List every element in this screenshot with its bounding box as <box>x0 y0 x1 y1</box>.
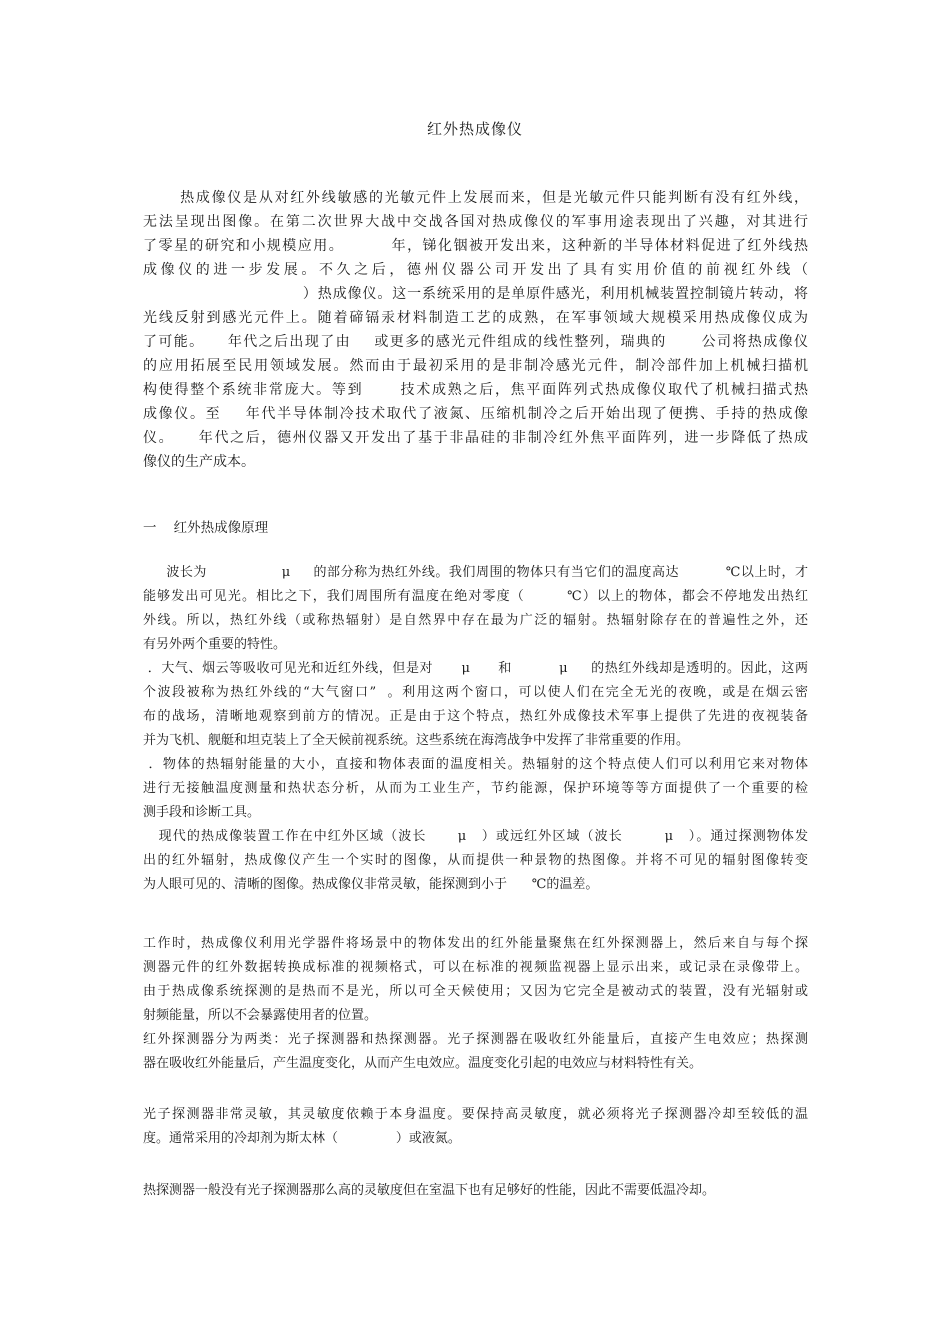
principle-paragraphs <box>143 561 808 897</box>
text-line: 波长为 μ 的部分称为热红外线。我们周围的物体只有当它们的温度高达 ℃以上时，才 <box>143 565 808 580</box>
text-line: 无法呈现出图像。在第二次世界大战中交战各国对热成像仪的军事用途表现出了兴趣，对其进行 <box>143 214 808 230</box>
text-line: 测手段和诊断工具。 <box>143 805 261 820</box>
text-line: 的应用拓展至民用领域发展。然而由于最初采用的是非制冷感光元件，制冷部件加上机械扫描机 <box>143 358 808 374</box>
text-line: 外线。所以，热红外线（或称热辐射）是自然界中存在最为广泛的辐射。热辐射除存在的普遍性之外，还 <box>143 613 808 628</box>
document-title: 红外热成像仪 <box>426 120 523 138</box>
thermal-detector-paragraph <box>143 1179 808 1203</box>
text-line: ．物体的热辐射能量的大小，直接和物体表面的温度相关。热辐射的这个特点使人们可以利用它来对物体 <box>143 757 808 772</box>
text-line: 像仪的生产成本。 <box>143 454 255 470</box>
text-line: 热成像仪是从对红外线敏感的光敏元件上发展而来，但是光敏元件只能判断有没有红外线， <box>143 190 808 206</box>
text-line: 进行无接触温度测量和热状态分析，从而为工业生产，节约能源，保护环境等等方面提供了一个重要的检 <box>143 781 808 796</box>
text-line: 热探测器一般没有光子探测器那么高的灵敏度但在室温下也有足够好的性能，因此不需要低温冷却。 <box>143 1183 716 1198</box>
text-line: 现代的热成像装置工作在中红外区域（波长 μ ）或远红外区域（波长 μ ）。通过探测物体发 <box>143 829 808 844</box>
text-line: 测器元件的红外数据转换成标准的视频格式，可以在标准的视频监视器上显示出来，或记录在录像带上。 <box>143 960 808 975</box>
text-line: 出的红外辐射，热成像仪产生一个实时的图像，从而提供一种景物的热图像。并将不可见的辐射图像转变 <box>143 853 808 868</box>
text-line: 红外探测器分为两类：光子探测器和热探测器。光子探测器在吸收红外能量后，直接产生电效应；热探测 <box>143 1032 808 1047</box>
text-line: 布的战场，清晰地观察到前方的情况。正是由于这个特点，热红外成像技术军事上提供了先进的夜视装备 <box>143 709 808 724</box>
text-line: 成像仪。至 年代半导体制冷技术取代了液氮、压缩机制冷之后开始出现了便携、手持的热成像 <box>143 406 808 422</box>
text-line: 个波段被称为热红外线的“大气窗口” 。利用这两个窗口，可以使人们在完全无光的夜晚，或是在烟云密 <box>143 685 808 700</box>
text-line: 了零星的研究和小规模应用。 年，锑化铟被开发出来，这种新的半导体材料促进了红外线热 <box>143 238 808 254</box>
text-line: 仪。 年代之后，德州仪器又开发出了基于非晶硅的非制冷红外焦平面阵列，进一步降低了热成 <box>143 430 808 446</box>
text-line: 能够发出可见光。相比之下，我们周围所有温度在绝对零度（ ℃）以上的物体，都会不停地发出热红 <box>143 589 808 604</box>
text-line: 构使得整个系统非常庞大。等到 技术成熟之后，焦平面阵列式热成像仪取代了机械扫描式热 <box>143 382 808 398</box>
text-line: 度。通常采用的冷却剂为斯太林（ ）或液氮。 <box>143 1131 461 1146</box>
intro-paragraph <box>143 186 808 474</box>
text-line: 光子探测器非常灵敏，其灵敏度依赖于本身温度。要保持高灵敏度，就必须将光子探测器冷却至较低的温 <box>143 1107 808 1122</box>
text-line: 并为飞机、舰艇和坦克装上了全天候前视系统。这些系统在海湾战争中发挥了非常重要的作用。 <box>143 733 690 748</box>
text-line: 为人眼可见的、清晰的图像。热成像仪非常灵敏，能探测到小于 ℃的温差。 <box>143 877 599 892</box>
text-line: 器在吸收红外能量后，产生温度变化，从而产生电效应。温度变化引起的电效应与材料特性有关。 <box>143 1056 703 1071</box>
photon-detector-paragraph <box>143 1103 808 1151</box>
text-line: 光线反射到感光元件上。随着碲镉汞材料制造工艺的成熟，在军事领域大规模采用热成像仪成为 <box>143 310 808 326</box>
section-heading: 一 红外热成像原理 <box>143 520 269 536</box>
text-line: 由于热成像系统探测的是热而不是光，所以可全天候使用；又因为它完全是被动式的装置，没有光辐射或 <box>143 984 808 999</box>
working-paragraphs <box>143 932 808 1076</box>
text-line: 有另外两个重要的特性。 <box>143 637 287 652</box>
text-line: ．大气、烟云等吸收可见光和近红外线，但是对 μ 和 μ 的热红外线却是透明的。因此，这两 <box>143 661 808 676</box>
text-line: 射频能量，所以不会暴露使用者的位置。 <box>143 1008 378 1023</box>
text-line: 成像仪的进一步发展。不久之后，德州仪器公司开发出了具有实用价值的前视红外线（ <box>143 262 808 278</box>
text-line: 了可能。 年代之后出现了由 或更多的感光元件组成的线性整列，瑞典的 公司将热成像仪 <box>143 334 808 350</box>
text-line: ）热成像仪。这一系统采用的是单原件感光，利用机械装置控制镜片转动，将 <box>143 286 808 302</box>
text-line: 工作时，热成像仪利用光学器件将场景中的物体发出的红外能量聚焦在红外探测器上，然后来自与每个探 <box>143 936 808 951</box>
